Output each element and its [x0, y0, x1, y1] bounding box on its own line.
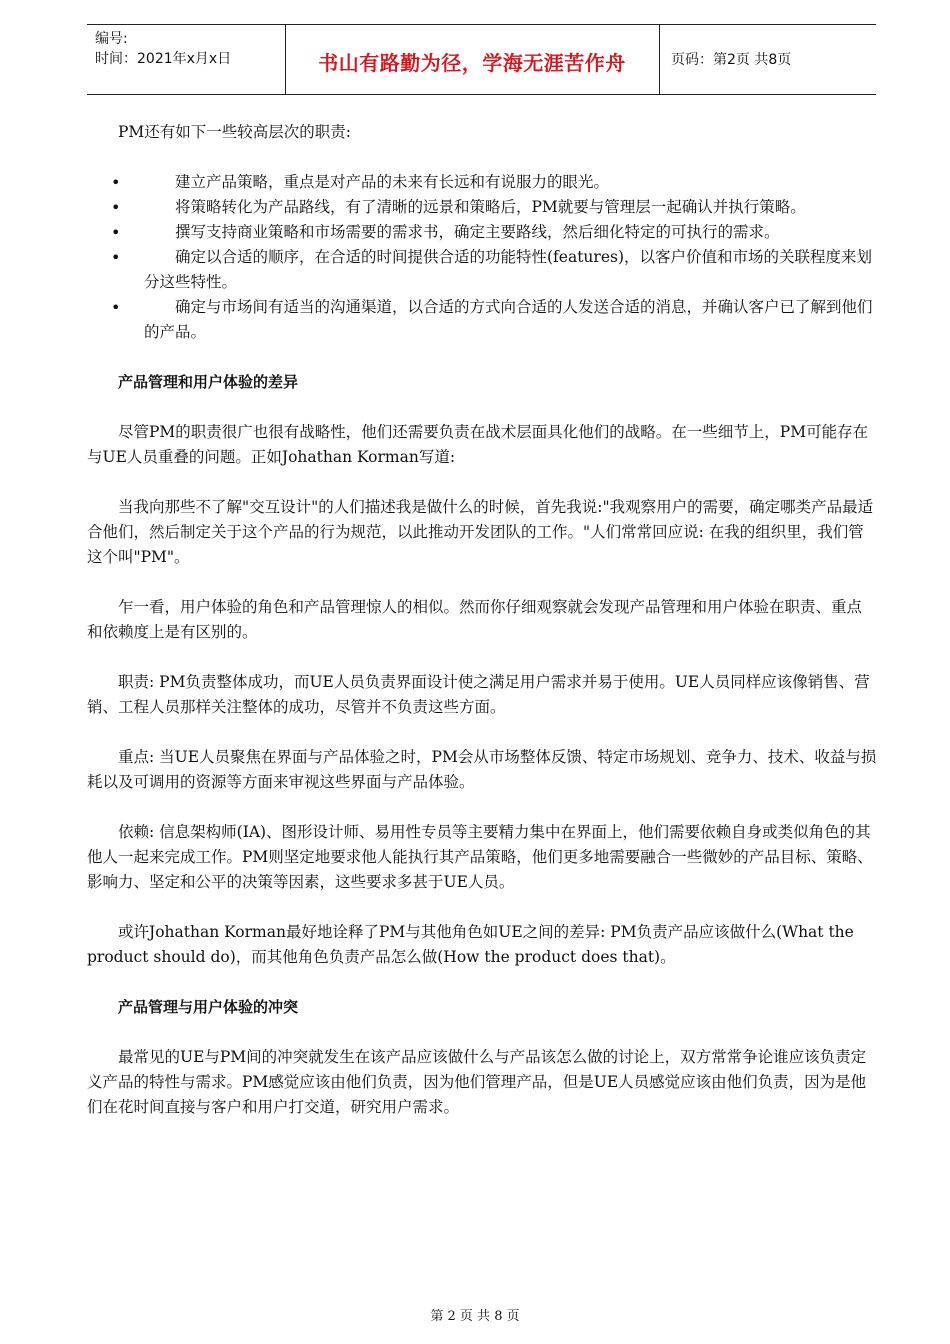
list-item	[87, 245, 877, 295]
list-item-text: 确定以合适的顺序，在合适的时间提供合适的功能特性(features)，以客户价值和市场的关联程度来划分这些特性。	[144, 248, 872, 291]
header-meta	[95, 29, 231, 69]
list-item-text: 撰写支持商业策略和市场需要的需求书，确定主要路线，然后细化特定的可执行的需求。	[175, 223, 780, 241]
bullet-icon: •	[111, 173, 121, 192]
section-heading: 产品管理和用户体验的差异	[118, 373, 299, 391]
bullet-icon: •	[111, 223, 121, 242]
section-heading: 产品管理与用户体验的冲突	[118, 998, 299, 1016]
list-item-text: 建立产品策略，重点是对产品的未来有长远和有说服力的眼光。	[175, 173, 610, 191]
body-paragraph: 乍一看，用户体验的角色和产品管理惊人的相似。然而你仔细观察就会发现产品管理和用户体验在职责、重点和依赖度上是有区别的。	[87, 598, 863, 641]
header-page-label: 页码：第2页 共8页	[671, 52, 792, 68]
bullet-icon: •	[111, 298, 121, 317]
page-header	[87, 24, 876, 95]
body-paragraph: 最常见的UE与PM间的冲突就发生在该产品应该做什么与产品该怎么做的讨论上，双方常常争论谁应该负责定义产品的特性与需求。PM感觉应该由他们负责，因为他们管理产品，但是UE人员感觉应该由他们负责，因为是他们在花时间直接与客户和用户打交道，研究用户需求。	[87, 1048, 867, 1116]
bullet-icon: •	[111, 198, 121, 217]
list-item	[87, 170, 877, 195]
list-item-text: 将策略转化为产品路线，有了清晰的远景和策略后，PM就要与管理层一起确认并执行策略。	[175, 198, 806, 216]
body-paragraph: 职责: PM负责整体成功，而UE人员负责界面设计使之满足用户需求并易于使用。UE人员同样应该像销售、营销、工程人员那样关注整体的成功，尽管并不负责这些方面。	[87, 673, 870, 716]
page-footer: 第 2 页 共 8 页	[430, 1309, 520, 1324]
responsibility-list	[87, 170, 877, 345]
body-paragraph: 重点: 当UE人员聚焦在界面与产品体验之时，PM会从市场整体反馈、特定市场规划、竞争力、技术、收益与损耗以及可调用的资源等方面来审视这些界面与产品体验。	[87, 748, 877, 791]
list-item-text: 确定与市场间有适当的沟通渠道，以合适的方式向合适的人发送合适的消息，并确认客户已了解到他们的产品。	[144, 298, 873, 341]
document-body	[87, 120, 877, 1120]
list-item	[87, 295, 877, 345]
body-paragraph: 或许Johathan Korman最好地诠释了PM与其他角色如UE之间的差异: PM负责产品应该做什么(What the product should do)，而其他角色负责产品怎么做(How the product does that)。	[87, 923, 854, 966]
intro-paragraph: PM还有如下一些较高层次的职责:	[118, 123, 352, 141]
body-paragraph: 依赖: 信息架构师(IA)、图形设计师、易用性专员等主要精力集中在界面上，他们需要依赖自身或类似角色的其他人一起来完成工作。PM则坚定地要求他人能执行其产品策略，他们更多地需要融合一些微妙的产品目标、策略、影响力、坚定和公平的决策等因素，这些要求多甚于UE人员。	[87, 823, 873, 891]
document-time-label: 时间：2021年x月x日	[95, 51, 232, 67]
body-paragraph: 尽管PM的职责很广也很有战略性，他们还需要负责在战术层面具化他们的战略。在一些细节上，PM可能存在与UE人员重叠的问题。正如Johathan Korman写道:	[87, 423, 869, 466]
header-divider	[659, 25, 660, 94]
document-number-label: 编号:	[95, 31, 128, 47]
body-paragraph: 当我向那些不了解"交互设计"的人们描述我是做什么的时候，首先我说:"我观察用户的需要，确定哪类产品最适合他们，然后制定关于这个产品的行为规范，以此推动开发团队的工作。"人们常常回应说: 在我的组织里，我们管这个叫"PM"。	[87, 498, 874, 566]
list-item	[87, 195, 877, 220]
list-item	[87, 220, 877, 245]
header-motto: 书山有路勤为径，学海无涯苦作舟	[318, 51, 626, 75]
bullet-icon: •	[111, 248, 121, 267]
